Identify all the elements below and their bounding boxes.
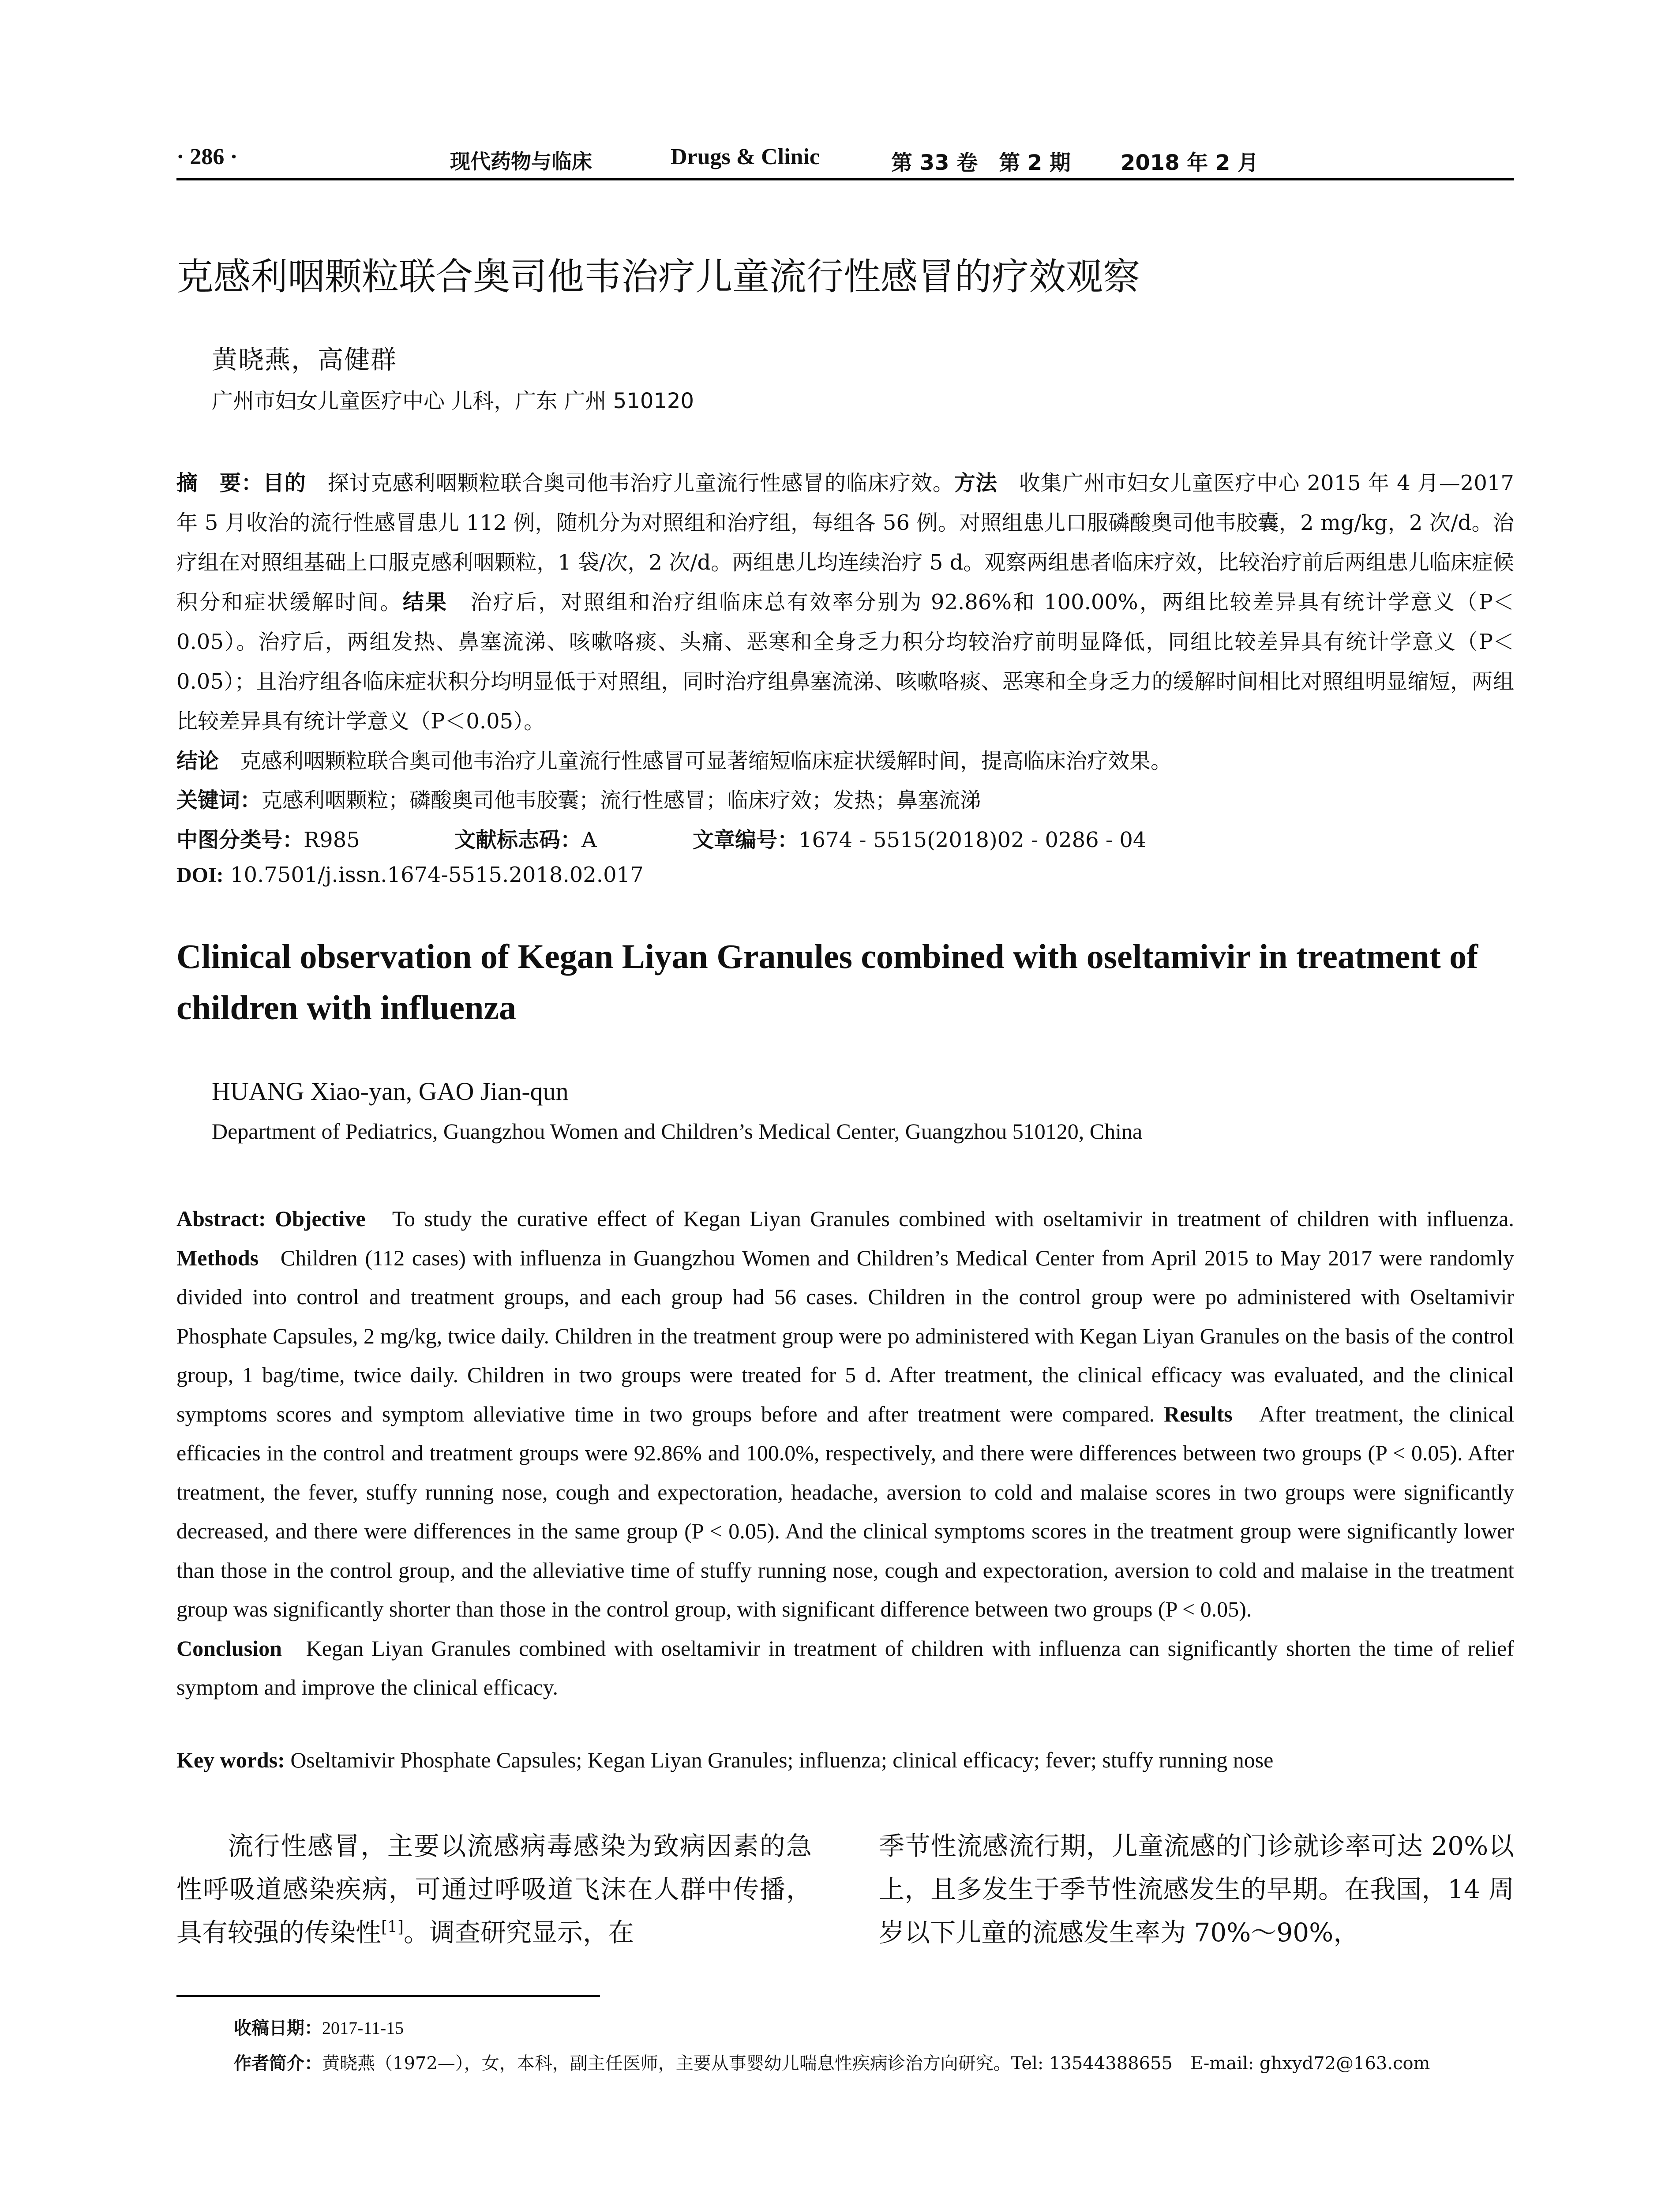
- author-bio-text: 黄晓燕（1972—），女，本科，副主任医师，主要从事婴幼儿喘息性疾病诊治方向研究。Tel: 13544388655 E-mail: ghxyd72@163.com: [322, 2053, 1430, 2074]
- conclusion-text-en: Kegan Liyan Granules combined with oseltamivir in treatment of children with influenza can significantly shorten the time of relief symptom and improve the clinical efficacy.: [176, 1636, 1520, 1700]
- results-text-en: After treatment, the clinical efficacies in the control and treatment groups were 92.86% and 100.0%, respectively, and there were differences between two groups (P < 0.05). After treatment, the fever, stuffy running nose, cough and expectoration, headache, aversion to cold and malaise scores in two groups were significantly decreased, and there were differences in the same group (P < 0.05). And the clinical symptoms scores in the treatment group were significantly lower than those in the control group, and the alleviative time of stuffy running nose, cough and expectoration, aversion to cold and malaise in the treatment group was significantly shorter than those in the control group, with significant difference between two groups (P < 0.05).: [176, 1401, 1520, 1621]
- methods-label-en: Methods: [176, 1245, 259, 1270]
- title-cn: 克感利咽颗粒联合奥司他韦治疗儿童流行性感冒的疗效观察: [176, 255, 1140, 298]
- objective-label-cn: 目的: [262, 471, 306, 495]
- objective-text-en: To study the curative effect of Kegan Liyan Granules combined with oseltamivir in treatment of children with influenza.: [365, 1206, 1520, 1231]
- footnote-rule: [176, 1995, 600, 1997]
- body-column-left: [176, 1824, 812, 1954]
- citation-ref: [1]: [381, 1918, 404, 1936]
- results-text-cn: 治疗后，对照组和治疗组临床总有效率分别为 92.86%和 100.00%，两组比较差异具有统计学意义（P＜0.05）。治疗后，两组发热、鼻塞流涕、咳嗽咯痰、头痛、恶寒和全身乏力积分均较治疗前明显降低，同组比较差异具有统计学意义（P＜0.05）；且治疗组各临床症状积分均明显低于对照组，同时治疗组鼻塞流涕、咳嗽咯痰、恶寒和全身乏力的缓解时间相比对照组明显缩短，两组比较差异具有统计学意义（P＜0.05）。: [176, 590, 1514, 734]
- clc-value: R985: [304, 828, 360, 852]
- conclusion-label-cn: 结论: [176, 749, 219, 773]
- methods-text-cn: 收集广州市妇女儿童医疗中心 2015 年 4 月—2017 年 5 月收治的流行性感冒患儿 112 例，随机分为对照组和治疗组，每组各 56 例。对照组患儿口服磷酸奥司他韦胶囊，2 mg/kg，2 次/d。治疗组在对照组基础上口服克感利咽颗粒，1 袋/次，2 次/d。两组患儿均连续治疗 5 d。观察两组患者临床疗效，比较治疗前后两组患儿临床症候积分和症状缓解时间。: [176, 471, 1514, 615]
- journal-name-cn: 现代药物与临床: [450, 150, 592, 173]
- footnote-received: [234, 2014, 404, 2039]
- methods-label-cn: 方法: [954, 471, 998, 495]
- authors-en: HUANG Xiao-yan, GAO Jian-qun: [212, 1077, 569, 1106]
- keywords-text-cn: 克感利咽颗粒；磷酸奥司他韦胶囊；流行性感冒；临床疗效；发热；鼻塞流涕: [261, 788, 982, 813]
- page-number: · 286 ·: [176, 144, 238, 169]
- footnote-author: [234, 2049, 1430, 2075]
- title-en: Clinical observation of Kegan Liyan Granules combined with oseltamivir in treatment of children with influenza: [176, 937, 1478, 1027]
- keywords-label-cn: 关键词：: [176, 788, 262, 813]
- author-bio-label: 作者简介：: [234, 2053, 322, 2074]
- article-no-value: 1674 - 5515(2018)02 - 0286 - 04: [799, 828, 1147, 852]
- classification-line: [176, 823, 1514, 853]
- affiliation-cn: 广州市妇女儿童医疗中心 儿科，广东 广州 510120: [212, 389, 694, 413]
- doi-value: 10.7501/j.issn.1674-5515.2018.02.017: [223, 863, 644, 887]
- issue-date: 2018 年 2 月: [1121, 150, 1259, 175]
- running-head: [176, 140, 1514, 180]
- objective-label-en: Objective: [275, 1206, 366, 1231]
- body-left-text-cont: 。调查研究显示，在: [404, 1917, 634, 1947]
- keywords-en: [176, 1747, 1514, 1773]
- doi-label: DOI:: [176, 863, 224, 887]
- results-label-cn: 结果: [402, 590, 448, 615]
- abstract-cn: [176, 463, 1514, 781]
- abstract-en: [176, 1199, 1520, 1707]
- journal-name-en: Drugs & Clinic: [671, 144, 820, 169]
- received-date: 2017-11-15: [322, 2018, 404, 2038]
- conclusion-label-en: Conclusion: [176, 1636, 282, 1661]
- doccode-label: 文献标志码：: [454, 828, 582, 852]
- clc-label: 中图分类号：: [176, 828, 304, 852]
- conclusion-text-cn: 克感利咽颗粒联合奥司他韦治疗儿童流行性感冒可显著缩短临床症状缓解时间，提高临床治疗效果。: [219, 749, 1172, 773]
- body-column-right: 季节性流感流行期，儿童流感的门诊就诊率可达 20%以上，且多发生于季节性流感发生的早期。在我国，14 周岁以下儿童的流感发生率为 70%～90%，: [879, 1831, 1514, 1947]
- keywords-cn: [176, 783, 1514, 814]
- methods-text-en: Children (112 cases) with influenza in Guangzhou Women and Children’s Medical Center from April 2015 to May 2017 were randomly divided into control and treatment groups, and each group had 56 cases. Children in the control group were po administered with Oseltamivir Phosphate Capsules, 2 mg/kg, twice daily. Children in the treatment group were po administered with Kegan Liyan Granules on the basis of the control group, 1 bag/time, twice daily. Children in two groups were treated for 5 d. After treatment, the clinical efficacy was evaluated, and the clinical symptoms scores and symptom alleviative time in two groups before and after treatment were compared.: [176, 1245, 1520, 1426]
- authors-cn: 黄晓燕，高健群: [212, 345, 398, 375]
- issue-info: 第 33 卷 第 2 期: [891, 150, 1071, 175]
- results-label-en: Results: [1164, 1401, 1233, 1426]
- abstract-label-cn: 摘 要：: [176, 471, 263, 495]
- keywords-label-en: Key words:: [176, 1748, 291, 1772]
- abstract-label-en: Abstract:: [176, 1206, 275, 1231]
- objective-text-cn: 探讨克感利咽颗粒联合奥司他韦治疗儿童流行性感冒的临床疗效。: [306, 471, 954, 495]
- body-left-text: 流行性感冒，主要以流感病毒感染为致病因素的急性呼吸道感染疾病，可通过呼吸道飞沫在人群中传播，具有较强的传染性: [176, 1831, 812, 1947]
- header-rule: [176, 178, 1514, 180]
- received-label: 收稿日期：: [234, 2018, 322, 2038]
- affiliation-en: Department of Pediatrics, Guangzhou Women and Children’s Medical Center, Guangzhou 510120, China: [212, 1119, 1143, 1144]
- doccode-value: A: [581, 828, 597, 852]
- doi-line: [176, 863, 1514, 887]
- keywords-text-en: Oseltamivir Phosphate Capsules; Kegan Liyan Granules; influenza; clinical efficacy; fever; stuffy running nose: [290, 1748, 1274, 1772]
- article-no-label: 文章编号：: [693, 828, 799, 852]
